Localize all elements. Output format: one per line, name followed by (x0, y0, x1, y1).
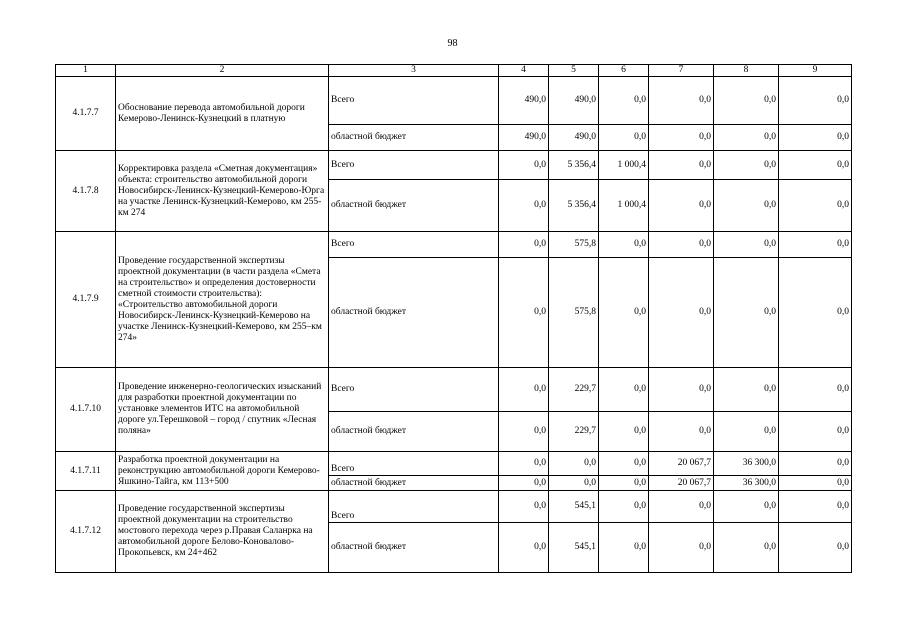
column-number: 1 (56, 65, 116, 77)
value-cell: 0,0 (779, 412, 852, 452)
value-cell: 0,0 (779, 125, 852, 151)
value-cell: 545,1 (549, 491, 599, 523)
value-cell: 0,0 (599, 125, 649, 151)
budget-table (55, 64, 852, 573)
value-cell: 490,0 (499, 125, 549, 151)
item-code: 4.1.7.10 (56, 368, 116, 452)
item-name: Проведение инженерно-геологических изысканий для разработки проектной документации по установке элементов ИТС на автомобильной дороге ул.Терешковой – город / спутник «Лесная поляна» (116, 368, 329, 452)
item-code: 4.1.7.12 (56, 491, 116, 573)
value-cell: 0,0 (714, 180, 779, 232)
value-cell: 0,0 (779, 368, 852, 412)
value-cell: 0,0 (714, 412, 779, 452)
value-cell: 5 356,4 (549, 151, 599, 180)
value-cell: 0,0 (714, 491, 779, 523)
value-cell: 0,0 (714, 258, 779, 368)
value-cell: 575,8 (549, 232, 599, 258)
table-row (56, 491, 852, 523)
value-cell: 0,0 (499, 368, 549, 412)
table-row (56, 368, 852, 412)
value-cell: 20 067,7 (649, 452, 714, 476)
value-cell: 490,0 (549, 77, 599, 125)
value-cell: 0,0 (599, 368, 649, 412)
funding-source: Всего (329, 151, 499, 180)
value-cell: 0,0 (499, 151, 549, 180)
value-cell: 0,0 (649, 232, 714, 258)
value-cell: 36 300,0 (714, 476, 779, 491)
column-number: 6 (599, 65, 649, 77)
value-cell: 0,0 (779, 232, 852, 258)
value-cell: 36 300,0 (714, 452, 779, 476)
value-cell: 0,0 (714, 151, 779, 180)
value-cell: 0,0 (499, 412, 549, 452)
value-cell: 229,7 (549, 412, 599, 452)
value-cell: 490,0 (549, 125, 599, 151)
value-cell: 0,0 (599, 258, 649, 368)
value-cell: 0,0 (779, 151, 852, 180)
item-code: 4.1.7.9 (56, 232, 116, 368)
funding-source: Всего (329, 491, 499, 523)
value-cell: 229,7 (549, 368, 599, 412)
value-cell: 490,0 (499, 77, 549, 125)
column-number: 8 (714, 65, 779, 77)
value-cell: 0,0 (779, 258, 852, 368)
value-cell: 0,0 (649, 368, 714, 412)
value-cell: 0,0 (499, 491, 549, 523)
column-number: 4 (499, 65, 549, 77)
value-cell: 0,0 (499, 180, 549, 232)
table-row (56, 232, 852, 258)
item-name: Проведение государственной экспертизы проектной документации (в части раздела «Смета на строительство» и определения достоверности сметной стоимости строительства): «Строительство автомобильной дороги Новосибирск-Ленинск-Кузнецкий-Кемерово на участке Ленинск-Кузнецкий-Кемерово, км 255–км 274» (116, 232, 329, 368)
value-cell: 0,0 (549, 476, 599, 491)
table-row (56, 77, 852, 125)
value-cell: 0,0 (779, 523, 852, 573)
funding-source: областной бюджет (329, 412, 499, 452)
value-cell: 0,0 (779, 491, 852, 523)
value-cell: 0,0 (714, 523, 779, 573)
funding-source: областной бюджет (329, 476, 499, 491)
column-number: 7 (649, 65, 714, 77)
page-number: 98 (447, 38, 458, 49)
value-cell: 0,0 (599, 491, 649, 523)
value-cell: 0,0 (499, 452, 549, 476)
value-cell: 0,0 (779, 476, 852, 491)
value-cell: 0,0 (599, 452, 649, 476)
value-cell: 545,1 (549, 523, 599, 573)
value-cell: 0,0 (714, 232, 779, 258)
funding-source: Всего (329, 232, 499, 258)
value-cell: 0,0 (714, 77, 779, 125)
value-cell: 0,0 (649, 491, 714, 523)
value-cell: 5 356,4 (549, 180, 599, 232)
value-cell: 0,0 (779, 180, 852, 232)
funding-source: областной бюджет (329, 258, 499, 368)
value-cell: 0,0 (714, 125, 779, 151)
column-number: 3 (329, 65, 499, 77)
value-cell: 0,0 (599, 523, 649, 573)
value-cell: 0,0 (779, 452, 852, 476)
column-number: 9 (779, 65, 852, 77)
value-cell: 0,0 (649, 125, 714, 151)
funding-source: Всего (329, 368, 499, 412)
value-cell: 0,0 (779, 77, 852, 125)
value-cell: 0,0 (499, 476, 549, 491)
value-cell: 0,0 (649, 258, 714, 368)
funding-source: Всего (329, 452, 499, 476)
item-name: Обоснование перевода автомобильной дороги Кемерово-Ленинск-Кузнецкий в платную (116, 77, 329, 151)
item-code: 4.1.7.8 (56, 151, 116, 232)
table-row (56, 151, 852, 180)
funding-source: Всего (329, 77, 499, 125)
value-cell: 0,0 (499, 523, 549, 573)
value-cell: 20 067,7 (649, 476, 714, 491)
item-name: Корректировка раздела «Сметная документация» объекта: строительство автомобильной дороги Новосибирск-Ленинск-Кузнецкий-Кемерово-Юрга на участке Ленинск-Кузнецкий-Кемерово, км 255- км 274 (116, 151, 329, 232)
value-cell: 0,0 (649, 412, 714, 452)
value-cell: 0,0 (714, 368, 779, 412)
value-cell: 0,0 (599, 476, 649, 491)
value-cell: 0,0 (649, 180, 714, 232)
column-number: 5 (549, 65, 599, 77)
value-cell: 0,0 (599, 77, 649, 125)
value-cell: 0,0 (649, 151, 714, 180)
value-cell: 0,0 (499, 232, 549, 258)
value-cell: 0,0 (649, 77, 714, 125)
value-cell: 0,0 (549, 452, 599, 476)
value-cell: 1 000,4 (599, 151, 649, 180)
value-cell: 0,0 (599, 412, 649, 452)
item-code: 4.1.7.11 (56, 452, 116, 491)
value-cell: 575,8 (549, 258, 599, 368)
item-name: Разработка проектной документации на реконструкцию автомобильной дороги Кемерово-Яшкино-Тайга, км 113+500 (116, 452, 329, 491)
item-code: 4.1.7.7 (56, 77, 116, 151)
column-number: 2 (116, 65, 329, 77)
value-cell: 1 000,4 (599, 180, 649, 232)
column-number-row (56, 65, 852, 77)
funding-source: областной бюджет (329, 523, 499, 573)
value-cell: 0,0 (649, 523, 714, 573)
funding-source: областной бюджет (329, 180, 499, 232)
funding-source: областной бюджет (329, 125, 499, 151)
value-cell: 0,0 (599, 232, 649, 258)
value-cell: 0,0 (499, 258, 549, 368)
table-row (56, 452, 852, 476)
item-name: Проведение государственной экспертизы проектной документации на строительство мостового перехода через р.Правая Саланрка на автомобильной дороге Белово-Коновалово-Прокопьевск, км 24+462 (116, 491, 329, 573)
